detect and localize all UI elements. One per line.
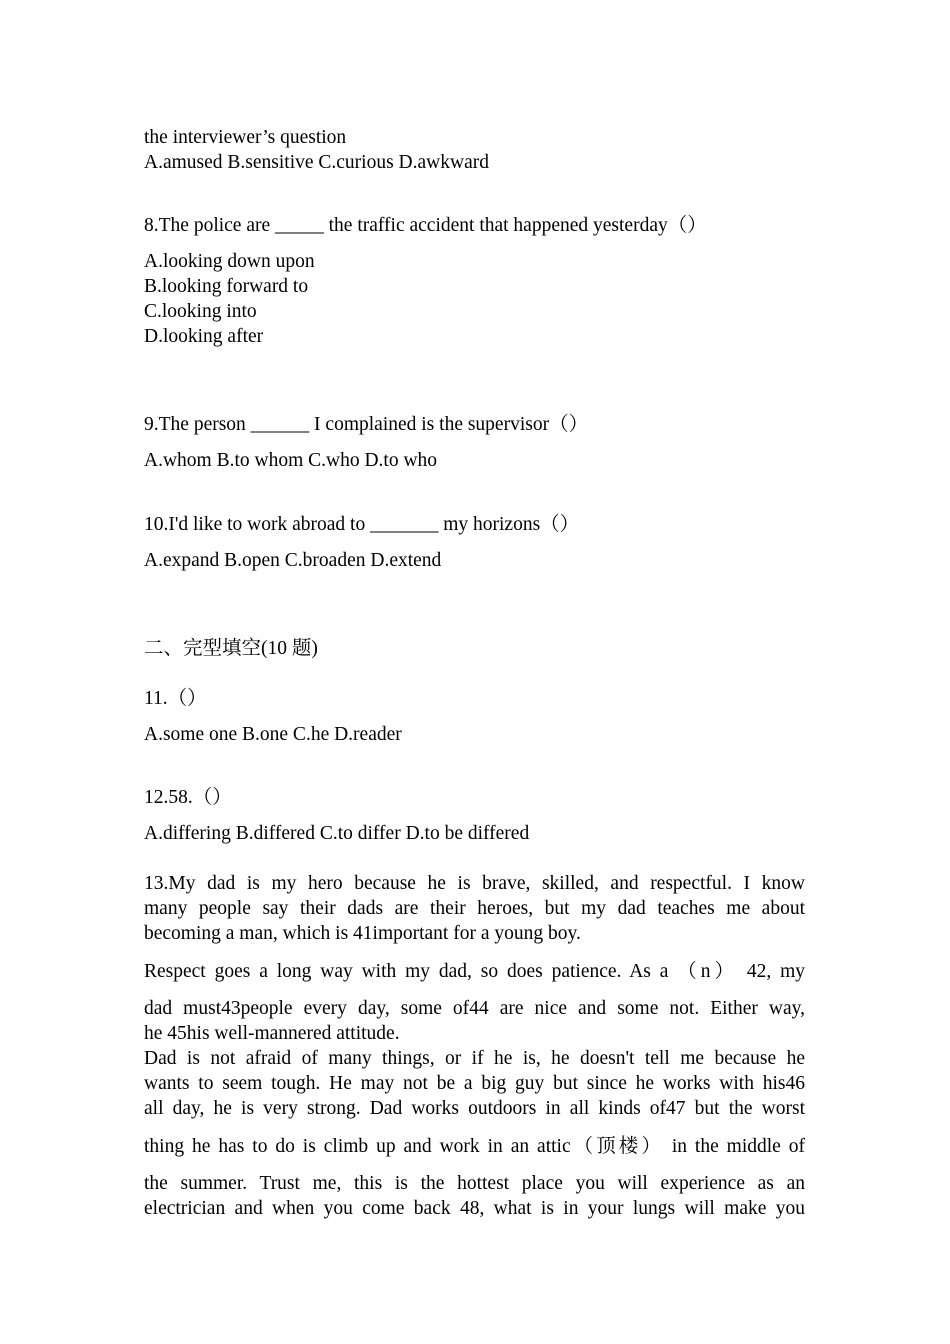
section-heading: 二、完型填空(10 题) <box>144 638 318 659</box>
q8-option-b: B.looking forward to <box>144 276 309 297</box>
q11-stem: 11.（） <box>144 688 207 709</box>
q7-stem-tail: the interviewer’s question <box>144 127 347 148</box>
q13-line-6: he 45his well-mannered attitude. <box>144 1023 400 1044</box>
q13-line-8: wants to seem tough. He may not be a big guy but since he works with his46 <box>144 1073 805 1094</box>
q9-options: A.whom B.to whom C.who D.to who <box>144 450 438 471</box>
q9-stem: 9.The person ______ I complained is the supervisor（） <box>144 414 589 435</box>
q7-options: A.amused B.sensitive C.curious D.awkward <box>144 152 489 173</box>
q13-line-7: Dad is not afraid of many things, or if he is, he doesn't tell me because he <box>144 1048 805 1069</box>
q13-line-3: becoming a man, which is 41important for a young boy. <box>144 923 581 944</box>
q13-line-2: many people say their dads are their heroes, but my dad teaches me about <box>144 898 805 919</box>
q13-line-9: all day, he is very strong. Dad works outdoors in all kinds of47 but the worst <box>144 1098 805 1119</box>
q13-line-11: the summer. Trust me, this is the hottest place you will experience as an <box>144 1173 805 1194</box>
q8-option-a: A.looking down upon <box>144 251 315 272</box>
q11-options: A.some one B.one C.he D.reader <box>144 724 402 745</box>
q8-option-d: D.looking after <box>144 326 264 347</box>
q12-stem: 12.58.（） <box>144 787 232 808</box>
q13-line-5: dad must43people every day, some of44 are nice and some not. Either way, <box>144 998 805 1019</box>
q13-line-10: thing he has to do is climb up and work in an attic（顶楼） in the middle of <box>144 1136 805 1157</box>
q8-option-c: C.looking into <box>144 301 257 322</box>
q10-options: A.expand B.open C.broaden D.extend <box>144 550 442 571</box>
q10-stem: 10.I'd like to work abroad to _______ my horizons（） <box>144 514 580 535</box>
q13-line-12: electrician and when you come back 48, what is in your lungs will make you <box>144 1198 805 1219</box>
q12-options: A.differing B.differed C.to differ D.to be differed <box>144 823 530 844</box>
q8-stem: 8.The police are _____ the traffic accident that happened yesterday（） <box>144 215 707 236</box>
q13-line-4: Respect goes a long way with my dad, so does patience. As a （n） 42, my <box>144 961 805 982</box>
q13-line-1: 13.My dad is my hero because he is brave, skilled, and respectful. I know <box>144 873 805 894</box>
